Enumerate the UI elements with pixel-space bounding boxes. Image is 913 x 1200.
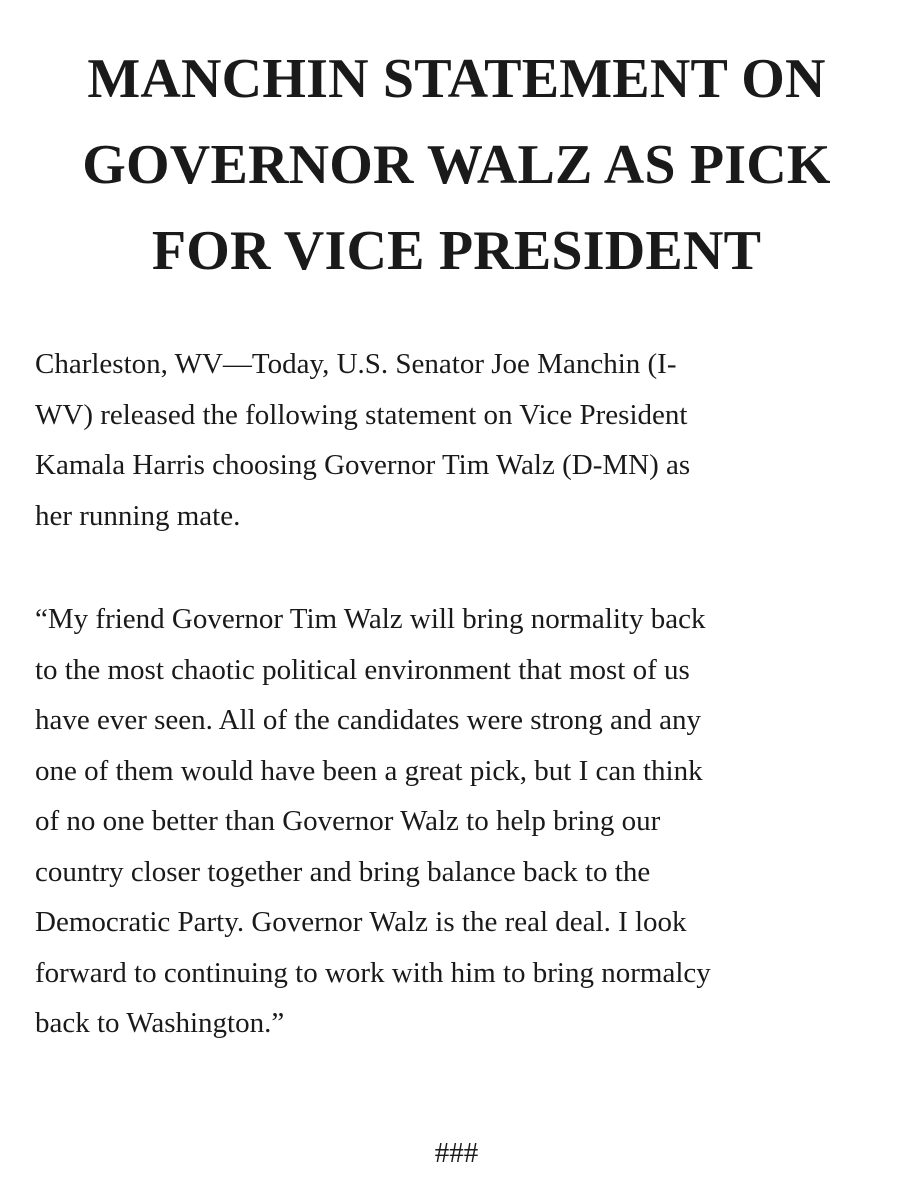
quote-paragraph [35, 594, 895, 1049]
quote-line: have ever seen. All of the candidates were strong and any [35, 704, 701, 736]
intro-line: her running mate. [35, 499, 241, 532]
quote-line: “My friend Governor Tim Walz will bring normality back [35, 603, 706, 635]
quote-line: of no one better than Governor Walz to help bring our [35, 805, 661, 837]
quote-line: to the most chaotic political environment that most of us [35, 653, 690, 686]
page-title [30, 36, 883, 294]
title-line: MANCHIN STATEMENT ON [87, 48, 826, 110]
title-line: GOVERNOR WALZ AS PICK [82, 134, 831, 196]
quote-line: country closer together and bring balance back to the [35, 855, 651, 888]
intro-line: Kamala Harris choosing Governor Tim Walz (D-MN) as [35, 449, 691, 481]
intro-line: WV) released the following statement on Vice President [35, 398, 688, 431]
quote-line: Democratic Party. Governor Walz is the real deal. I look [35, 906, 687, 938]
quote-line: forward to continuing to work with him to bring normalcy [35, 956, 711, 989]
quote-line: one of them would have been a great pick, but I can think [35, 754, 703, 787]
end-of-release-mark: ### [434, 1137, 479, 1169]
intro-line: Charleston, WV—Today, U.S. Senator Joe Manchin (I- [35, 348, 677, 380]
intro-paragraph [35, 339, 895, 541]
title-line: FOR VICE PRESIDENT [151, 220, 762, 282]
quote-line: back to Washington.” [35, 1007, 285, 1039]
